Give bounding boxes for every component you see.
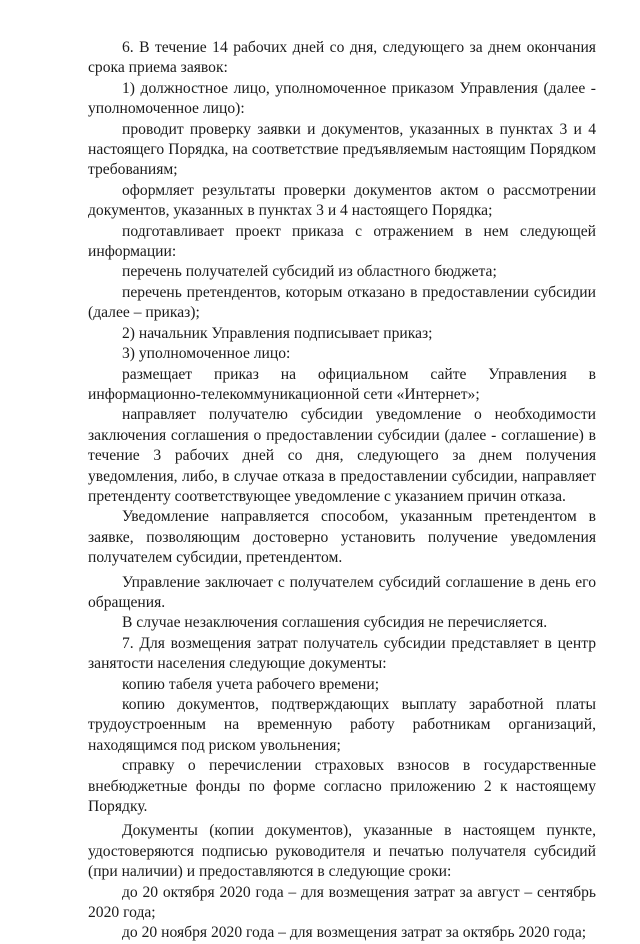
document-page bbox=[88, 38, 596, 944]
paragraph-item-7: 7. Для возмещения затрат получатель субсидии представляет в центр занятости населения следующие документы: bbox=[88, 634, 596, 673]
paragraph-send-notice: направляет получателю субсидии уведомление о необходимости заключения соглашения о предоставлении субсидии (далее - соглашение) в течение 3 рабочих дней со дня, следующего за днем получения уведомления, либо, в случае отказа в предоставлении субсидии, направляет претенденту соответствующее уведомление с указанием причин отказа. bbox=[88, 406, 596, 505]
paragraph-agreement: Управление заключает с получателем субсидий соглашение в день его обращения. bbox=[88, 573, 596, 611]
paragraph-notice-method: Уведомление направляется способом, указанным претендентом в заявке, позволяющим достоверно установить получение уведомления получателем субсидии, претендентом. bbox=[88, 508, 596, 567]
paragraph-salary-docs: копию документов, подтверждающих выплату заработной платы трудоустроенным на временную работу работникам организаций, находящимся под риском увольнения; bbox=[88, 696, 596, 754]
paragraph-draft-order: подготавливает проект приказа с отражением в нем следующей информации: bbox=[88, 222, 596, 261]
paragraph-check-act: оформляет результаты проверки документов актом о рассмотрении документов, указанных в пунктах 3 и 4 настоящего Порядка; bbox=[88, 181, 596, 220]
paragraph-no-agreement: В случае незаключения соглашения субсидия не перечисляется. bbox=[122, 614, 548, 632]
paragraph-deadline-october: до 20 октября 2020 года – для возмещения затрат за август – сентябрь 2020 года; bbox=[88, 883, 596, 922]
paragraph-recipients-list: перечень получателей субсидий из областного бюджета; bbox=[122, 263, 497, 281]
paragraph-item-6: 6. В течение 14 рабочих дней со дня, следующего за днем окончания срока приема заявок: bbox=[88, 39, 596, 77]
paragraph-certification: Документы (копии документов), указанные в настоящем пункте, удостоверяются подписью руководителя и печатью получателя субсидий (при наличии) и предоставляются в следующие сроки: bbox=[88, 822, 596, 881]
paragraph-refused-list: перечень претендентов, которым отказано в предоставлении субсидии (далее – приказ); bbox=[88, 283, 596, 322]
paragraph-publish-order: размещает приказ на официальном сайте Управления в информационно-телекоммуникационной сети «Интернет»; bbox=[88, 365, 596, 403]
paragraph-deadline-november: до 20 ноября 2020 года – для возмещения затрат за октябрь 2020 года; bbox=[122, 924, 587, 942]
paragraph-authorized-person: 1) должностное лицо, уполномоченное приказом Управления (далее - уполномоченное лицо): bbox=[88, 79, 596, 118]
paragraph-insurance: справку о перечислении страховых взносов в государственные внебюджетные фонды по форме согласно приложению 2 к настоящему Порядку. bbox=[88, 757, 596, 816]
paragraph-authorized-person-2: 3) уполномоченное лицо: bbox=[122, 345, 291, 363]
paragraph-head-signs: 2) начальник Управления подписывает приказ; bbox=[122, 324, 433, 342]
paragraph-check-application: проводит проверку заявки и документов, указанных в пунктах 3 и 4 настоящего Порядка, на соответствие предъявляемым настоящим Порядком требованиям; bbox=[88, 120, 596, 179]
paragraph-timesheet: копию табеля учета рабочего времени; bbox=[122, 675, 380, 693]
